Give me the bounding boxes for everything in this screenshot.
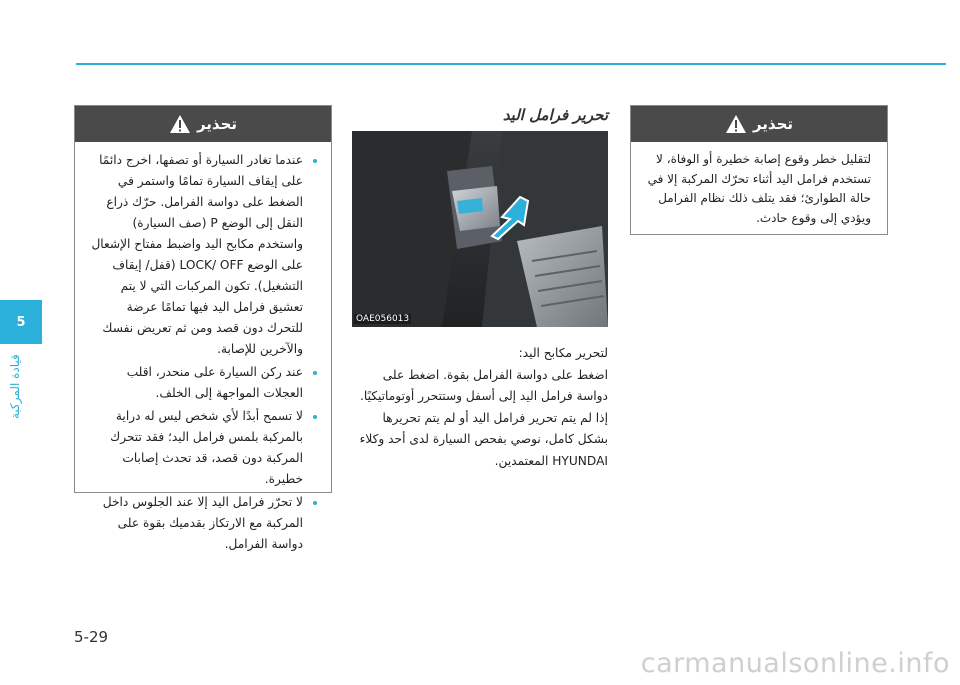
- left-warning-title: تحذير: [196, 115, 238, 133]
- left-warning-body: [75, 142, 331, 565]
- parking-brake-illustration: [352, 131, 608, 327]
- center-body-text: [352, 343, 608, 472]
- top-rule: [76, 63, 946, 65]
- right-warning-title: تحذير: [752, 115, 794, 133]
- paragraph: لتحرير مكابح اليد:: [518, 346, 608, 360]
- paragraph: اضغط على دواسة الفرامل بقوة. اضغط على دواسة فرامل اليد إلى أسفل وستتحرر أوتوماتيكيًا.: [359, 367, 608, 403]
- right-warning-box: [630, 105, 888, 235]
- chapter-tab: 5: [0, 300, 42, 344]
- warning-item: • لا تسمح أبدًا لأي شخص ليس له دراية بالمركبة بلمس فرامل اليد؛ فقد تتحرك المركبة دون قصد، قد تحدث إصابات خطيرة.: [89, 406, 303, 490]
- section-title: تحرير فرامل اليد: [502, 106, 608, 124]
- right-warning-header: [631, 106, 887, 142]
- warning-item: • عند ركن السيارة على منحدر، اقلب العجلات المواجهة إلى الخلف.: [89, 362, 303, 404]
- warning-triangle-icon: [169, 114, 191, 134]
- left-warning-header: [75, 106, 331, 142]
- watermark: carmanualsonline.info: [640, 648, 950, 679]
- left-warning-box: [74, 105, 332, 551]
- figure-code: OAE056013: [356, 314, 410, 324]
- page-number: 5-29: [74, 628, 109, 646]
- warning-triangle-icon: [725, 114, 747, 134]
- paragraph: إذا لم يتم تحرير فرامل اليد أو لم يتم تحريرها بشكل كامل، نوصي بفحص السيارة لدى أحد وكلاء HYUNDAI المعتمدين.: [359, 410, 608, 468]
- warning-item: • عندما تغادر السيارة أو تصفها، اخرج دائمًا على إيقاف السيارة تمامًا واستمر في الضغط على دواسة الفرامل. حرّك ذراع النقل إلى الوضع P (صف السيارة) واستخدم مكابح اليد واضبط مفتاح الإشعال على الوضع LOCK/ OFF (قفل/ إيقاف التشغيل). تكون المركبات التي لا يتم تعشيق فرامل اليد فيها تمامًا عرضة للتحرك دون قصد ومن ثم تعريض نفسك والآخرين للإصابة.: [89, 150, 303, 360]
- parking-brake-figure: [352, 131, 608, 327]
- chapter-label: قيادة المركبة: [8, 354, 22, 420]
- right-warning-body: لتقليل خطر وقوع إصابة خطيرة أو الوفاة، لا تستخدم فرامل اليد أثناء تحرّك المركبة إلا في حالة الطوارئ؛ فقد يتلف ذلك نظام الفرامل ويؤدي إلى وقوع حادث.: [647, 152, 871, 225]
- warning-item: • لا تحرّر فرامل اليد إلا عند الجلوس داخل المركبة مع الارتكاز بقدميك بقوة على دواسة الفرامل.: [89, 492, 303, 555]
